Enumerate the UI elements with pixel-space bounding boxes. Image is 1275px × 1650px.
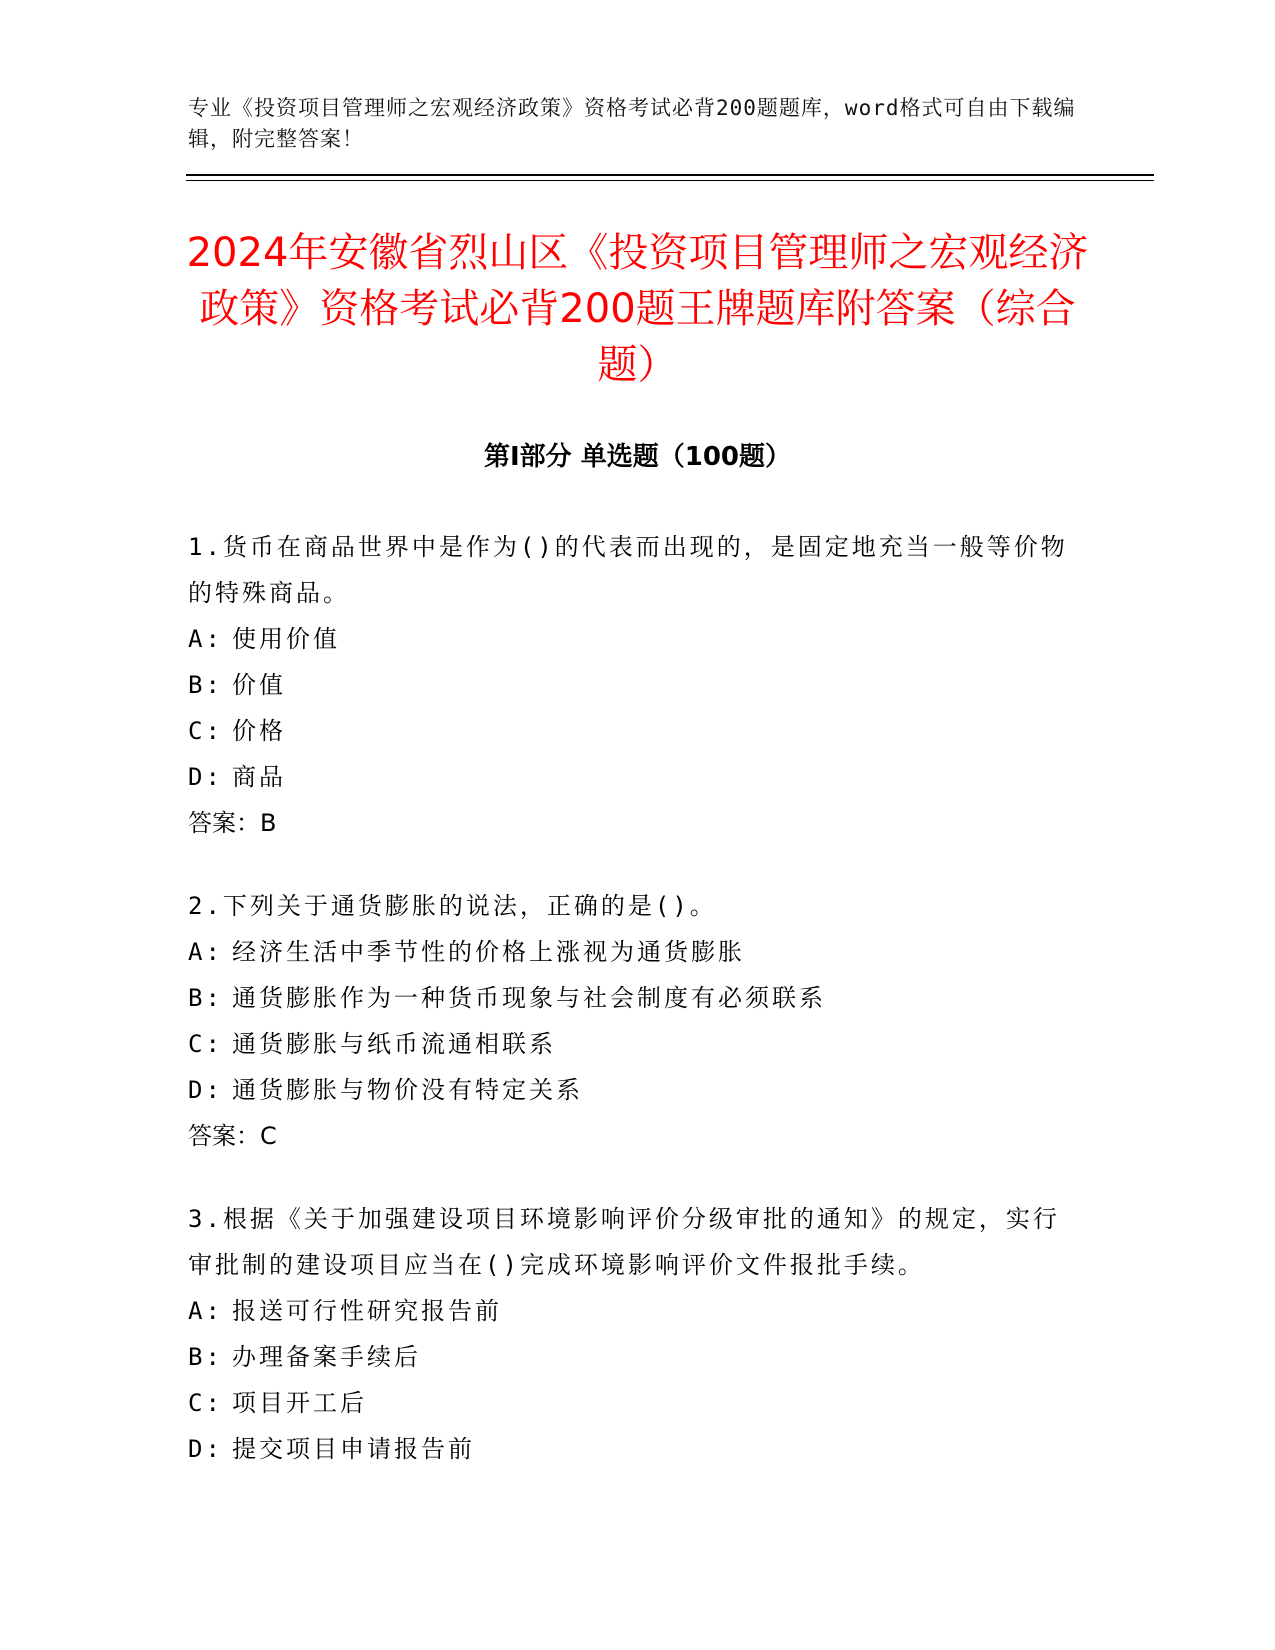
option-c xyxy=(188,1380,1068,1426)
option-key: D: xyxy=(188,1076,223,1104)
header-note: 专业《投资项目管理师之宏观经济政策》资格考试必背200题题库，word格式可自由下载编辑，附完整答案！ xyxy=(188,96,1076,151)
header-divider xyxy=(186,174,1154,176)
option-text: 提交项目申请报告前 xyxy=(232,1435,475,1463)
option-text: 经济生活中季节性的价格上涨视为通货膨胀 xyxy=(232,938,745,966)
answer-line xyxy=(188,800,1068,846)
option-key: A: xyxy=(188,625,223,653)
option-text: 通货膨胀与物价没有特定关系 xyxy=(232,1076,583,1104)
option-text: 通货膨胀作为一种货币现象与社会制度有必须联系 xyxy=(232,984,826,1012)
option-key: A: xyxy=(188,938,223,966)
question-1 xyxy=(188,524,1068,846)
option-text: 商品 xyxy=(232,763,286,791)
option-b xyxy=(188,1334,1068,1380)
option-d xyxy=(188,754,1068,800)
option-key: D: xyxy=(188,763,223,791)
option-key: B: xyxy=(188,984,223,1012)
option-list xyxy=(188,929,1068,1113)
option-a xyxy=(188,616,1068,662)
option-c xyxy=(188,1021,1068,1067)
option-d xyxy=(188,1426,1068,1472)
question-3 xyxy=(188,1196,1068,1472)
option-text: 价格 xyxy=(232,717,286,745)
document-title: 2024年安徽省烈山区《投资项目管理师之宏观经济政策》资格考试必背200题王牌题库附答案（综合题） xyxy=(186,230,1089,388)
answer-label: 答案： xyxy=(188,1122,260,1150)
option-text: 通货膨胀与纸币流通相联系 xyxy=(232,1030,556,1058)
option-text: 使用价值 xyxy=(232,625,340,653)
option-list xyxy=(188,616,1068,800)
option-b xyxy=(188,662,1068,708)
option-text: 报送可行性研究报告前 xyxy=(232,1297,502,1325)
option-text: 价值 xyxy=(232,671,286,699)
option-key: A: xyxy=(188,1297,223,1325)
question-2 xyxy=(188,883,1068,1159)
option-text: 项目开工后 xyxy=(232,1389,367,1417)
answer-value: B xyxy=(260,809,277,837)
option-key: C: xyxy=(188,717,223,745)
option-c xyxy=(188,708,1068,754)
option-key: D: xyxy=(188,1435,223,1463)
option-text: 办理备案手续后 xyxy=(232,1343,421,1371)
answer-line xyxy=(188,1113,1068,1159)
question-stem: 3.根据《关于加强建设项目环境影响评价分级审批的通知》的规定，实行审批制的建设项目应当在()完成环境影响评价文件报批手续。 xyxy=(188,1205,1060,1279)
question-stem: 1.货币在商品世界中是作为()的代表而出现的，是固定地充当一般等价物的特殊商品。 xyxy=(188,533,1068,607)
option-key: B: xyxy=(188,671,223,699)
option-a xyxy=(188,1288,1068,1334)
option-d xyxy=(188,1067,1068,1113)
answer-label: 答案： xyxy=(188,809,260,837)
option-key: C: xyxy=(188,1030,223,1058)
answer-value: C xyxy=(260,1122,277,1150)
section-heading: 第I部分 单选题（100题） xyxy=(484,442,791,472)
question-stem: 2.下列关于通货膨胀的说法，正确的是()。 xyxy=(188,892,717,920)
option-b xyxy=(188,975,1068,1021)
header-divider-thin xyxy=(186,180,1154,181)
option-a xyxy=(188,929,1068,975)
option-list xyxy=(188,1288,1068,1472)
option-key: B: xyxy=(188,1343,223,1371)
option-key: C: xyxy=(188,1389,223,1417)
